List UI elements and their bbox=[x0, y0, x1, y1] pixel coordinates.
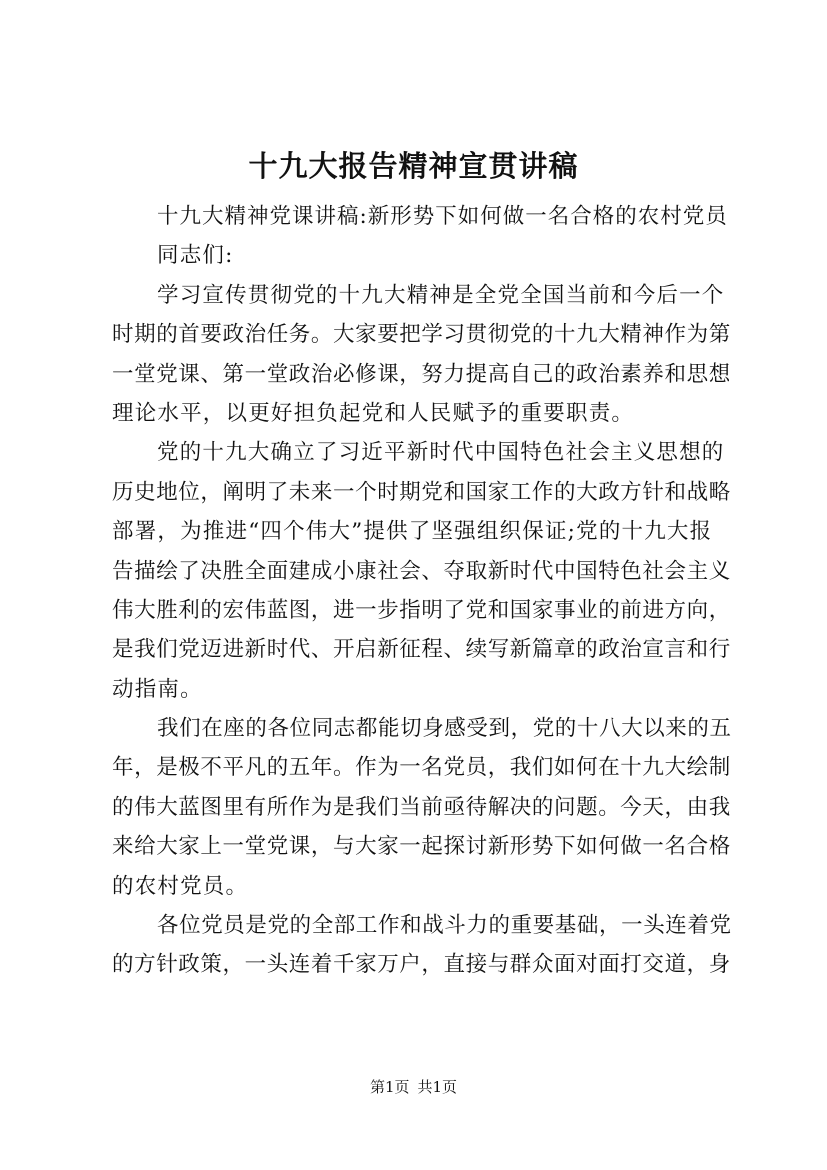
page-footer bbox=[0, 1077, 827, 1097]
paragraph-1-line-4: 理论水平，以更好担负起党和人民赋予的重要职责。 bbox=[112, 400, 635, 426]
salutation-line: 同志们: bbox=[157, 243, 234, 269]
paragraph-2-line-4: 告描绘了决胜全面建成小康社会、夺取新时代中国特色社会主义 bbox=[112, 558, 731, 584]
paragraph-3-line-1: 我们在座的各位同志都能切身感受到，党的十八大以来的五 bbox=[157, 716, 732, 742]
paragraph-3-line-4: 来给大家上一堂党课，与大家一起探讨新形势下如何做一名合格 bbox=[112, 834, 731, 860]
paragraph-2-line-1: 党的十九大确立了习近平新时代中国特色社会主义思想的 bbox=[157, 440, 725, 466]
paragraph-3-line-2: 年，是极不平凡的五年。作为一名党员，我们如何在十九大绘制 bbox=[112, 755, 731, 781]
document-title: 十九大报告精神宣贯讲稿 bbox=[248, 149, 579, 183]
paragraph-1-line-3: 一堂党课、第一堂政治必修课，努力提高自己的政治素养和思想 bbox=[112, 361, 731, 387]
paragraph-4-line-1: 各位党员是党的全部工作和战斗力的重要基础，一头连着党 bbox=[157, 913, 732, 939]
paragraph-1-line-1: 学习宣传贯彻党的十九大精神是全党全国当前和今后一个 bbox=[157, 282, 725, 308]
paragraph-2-line-3: 部署，为推进“四个伟大”提供了坚强组织保证;党的十九大报 bbox=[112, 519, 713, 545]
paragraph-1-line-2: 时期的首要政治任务。大家要把学习贯彻党的十九大精神作为第 bbox=[112, 322, 731, 348]
paragraph-2-line-6: 是我们党迈进新时代、开启新征程、续写新篇章的政治宣言和行 bbox=[112, 637, 731, 663]
subtitle-line: 十九大精神党课讲稿:新形势下如何做一名合格的农村党员 bbox=[157, 204, 728, 229]
paragraph-4-line-2: 的方针政策，一头连着千家万户，直接与群众面对面打交道，身 bbox=[112, 952, 731, 978]
document-body bbox=[112, 197, 732, 985]
paragraph-2-line-2: 历史地位，阐明了未来一个时期党和国家工作的大政方针和战略 bbox=[112, 479, 731, 505]
page-number: 第1页 bbox=[369, 1078, 410, 1096]
paragraph-3-line-3: 的伟大蓝图里有所作为是我们当前亟待解决的问题。今天，由我 bbox=[112, 794, 731, 820]
paragraph-2-line-7: 动指南。 bbox=[112, 676, 203, 702]
paragraph-2-line-5: 伟大胜利的宏伟蓝图，进一步指明了党和国家事业的前进方向， bbox=[112, 597, 731, 623]
paragraph-3-line-5: 的农村党员。 bbox=[112, 873, 249, 899]
total-pages: 共1页 bbox=[417, 1078, 458, 1096]
